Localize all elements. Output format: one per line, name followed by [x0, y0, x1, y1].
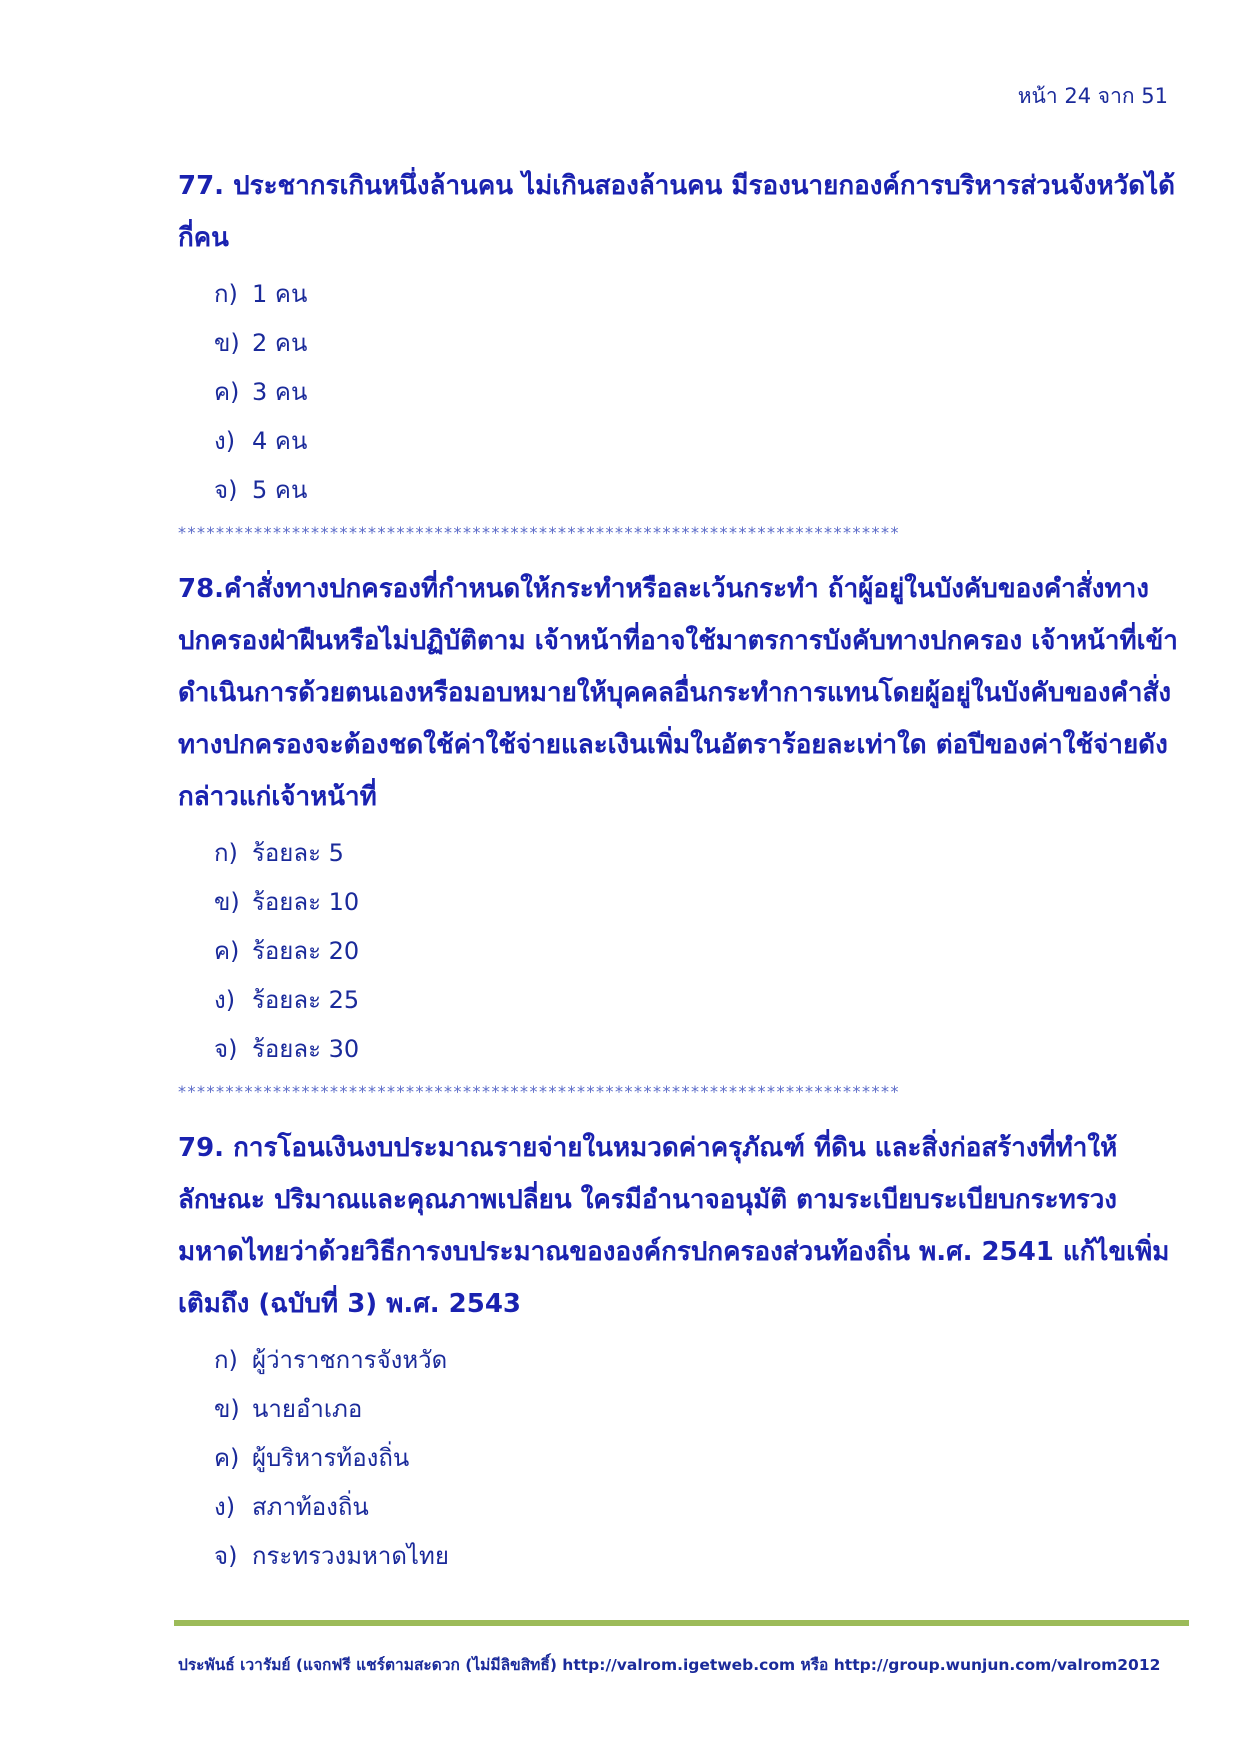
separator-line: **************************************************************************** — [178, 1082, 900, 1101]
choice-item — [214, 829, 1188, 878]
footer-credit: ประพันธ์ เวารัมย์ (แจกฟรี แชร์ตามสะดวก (ไม่มีลิขสิทธิ์) http://valrom.igetweb.com หรือ http://group.wunjun.com/valrom2012 — [178, 1656, 1161, 1674]
choice-text: 2 คน — [252, 329, 308, 357]
choice-letter: ง) — [214, 427, 236, 455]
choice-text: 1 คน — [252, 280, 308, 308]
choice-item — [214, 466, 1188, 515]
question-79 — [178, 1122, 1188, 1581]
choice-text: สภาท้องถิ่น — [252, 1493, 369, 1521]
choice-text: 4 คน — [252, 427, 308, 455]
question-text: 78.คำสั่งทางปกครองที่กำหนดให้กระทำหรือละเว้นกระทำ ถ้าผู้อยู่ในบังคับของคำสั่งทางปกครองฝ่าฝืนหรือไม่ปฏิบัติตาม เจ้าหน้าที่อาจใช้มาตรการบังคับทางปกครอง เจ้าหน้าที่เข้าดำเนินการด้วยตนเองหรือมอบหมายให้บุคคลอื่นกระทำการแทนโดยผู้อยู่ในบังคับของคำสั่งทางปกครองจะต้องชดใช้ค่าใช้จ่ายและเงินเพิ่มในอัตราร้อยละเท่าใด ต่อปีของค่าใช้จ่ายดังกล่าวแก่เจ้าหน้าที่ — [178, 574, 1178, 812]
choice-item — [214, 368, 1188, 417]
choice-text: ร้อยละ 10 — [252, 888, 360, 916]
choice-letter: ค) — [214, 1444, 240, 1472]
separator-line: **************************************************************************** — [178, 523, 900, 542]
choice-letter: ค) — [214, 378, 240, 406]
choice-letter: ง) — [214, 986, 236, 1014]
choice-item — [214, 1483, 1188, 1532]
footer-divider — [174, 1620, 1189, 1626]
choice-letter: ง) — [214, 1493, 236, 1521]
choice-letter: ก) — [214, 1346, 238, 1374]
choice-text: 5 คน — [252, 476, 308, 504]
choice-letter: จ) — [214, 1035, 238, 1063]
choice-letter: ค) — [214, 937, 240, 965]
choice-text: นายอำเภอ — [252, 1395, 363, 1423]
choice-text: 3 คน — [252, 378, 308, 406]
choice-list — [214, 829, 1188, 1074]
choice-letter: ข) — [214, 329, 240, 357]
choice-letter: ข) — [214, 1395, 240, 1423]
choice-item — [214, 1385, 1188, 1434]
document-body — [178, 160, 1188, 1581]
choice-list — [214, 1336, 1188, 1581]
choice-text: ร้อยละ 30 — [252, 1035, 360, 1063]
choice-item — [214, 976, 1188, 1025]
choice-text: ผู้บริหารท้องถิ่น — [252, 1444, 410, 1472]
choice-letter: ก) — [214, 280, 238, 308]
choice-list — [214, 270, 1188, 515]
question-77 — [178, 160, 1188, 515]
choice-item — [214, 270, 1188, 319]
choice-letter: ข) — [214, 888, 240, 916]
choice-item — [214, 927, 1188, 976]
choice-letter: จ) — [214, 1542, 238, 1570]
choice-item — [214, 319, 1188, 368]
choice-item — [214, 1336, 1188, 1385]
choice-letter: จ) — [214, 476, 238, 504]
question-text: 77. ประชากรเกินหนึ่งล้านคน ไม่เกินสองล้านคน มีรองนายกองค์การบริหารส่วนจังหวัดได้กี่คน — [178, 171, 1176, 253]
page-number: หน้า 24 จาก 51 — [1017, 84, 1168, 108]
choice-text: ร้อยละ 20 — [252, 937, 360, 965]
question-text: 79. การโอนเงินงบประมาณรายจ่ายในหมวดค่าครุภัณฑ์ ที่ดิน และสิ่งก่อสร้างที่ทำให้ลักษณะ ปริมาณและคุณภาพเปลี่ยน ใครมีอำนาจอนุมัติ ตามระเบียบระเบียบกระทรวงมหาดไทยว่าด้วยวิธีการงบประมาณขององค์กรปกครองส่วนท้องถิ่น พ.ศ. 2541 แก้ไขเพิ่มเติมถึง (ฉบับที่ 3) พ.ศ. 2543 — [178, 1133, 1170, 1319]
choice-text: ร้อยละ 25 — [252, 986, 360, 1014]
choice-text: ร้อยละ 5 — [252, 839, 344, 867]
choice-letter: ก) — [214, 839, 238, 867]
choice-item — [214, 417, 1188, 466]
choice-item — [214, 1025, 1188, 1074]
choice-item — [214, 878, 1188, 927]
question-78 — [178, 563, 1188, 1074]
choice-text: ผู้ว่าราชการจังหวัด — [252, 1346, 448, 1374]
choice-text: กระทรวงมหาดไทย — [252, 1542, 449, 1570]
choice-item — [214, 1532, 1188, 1581]
choice-item — [214, 1434, 1188, 1483]
